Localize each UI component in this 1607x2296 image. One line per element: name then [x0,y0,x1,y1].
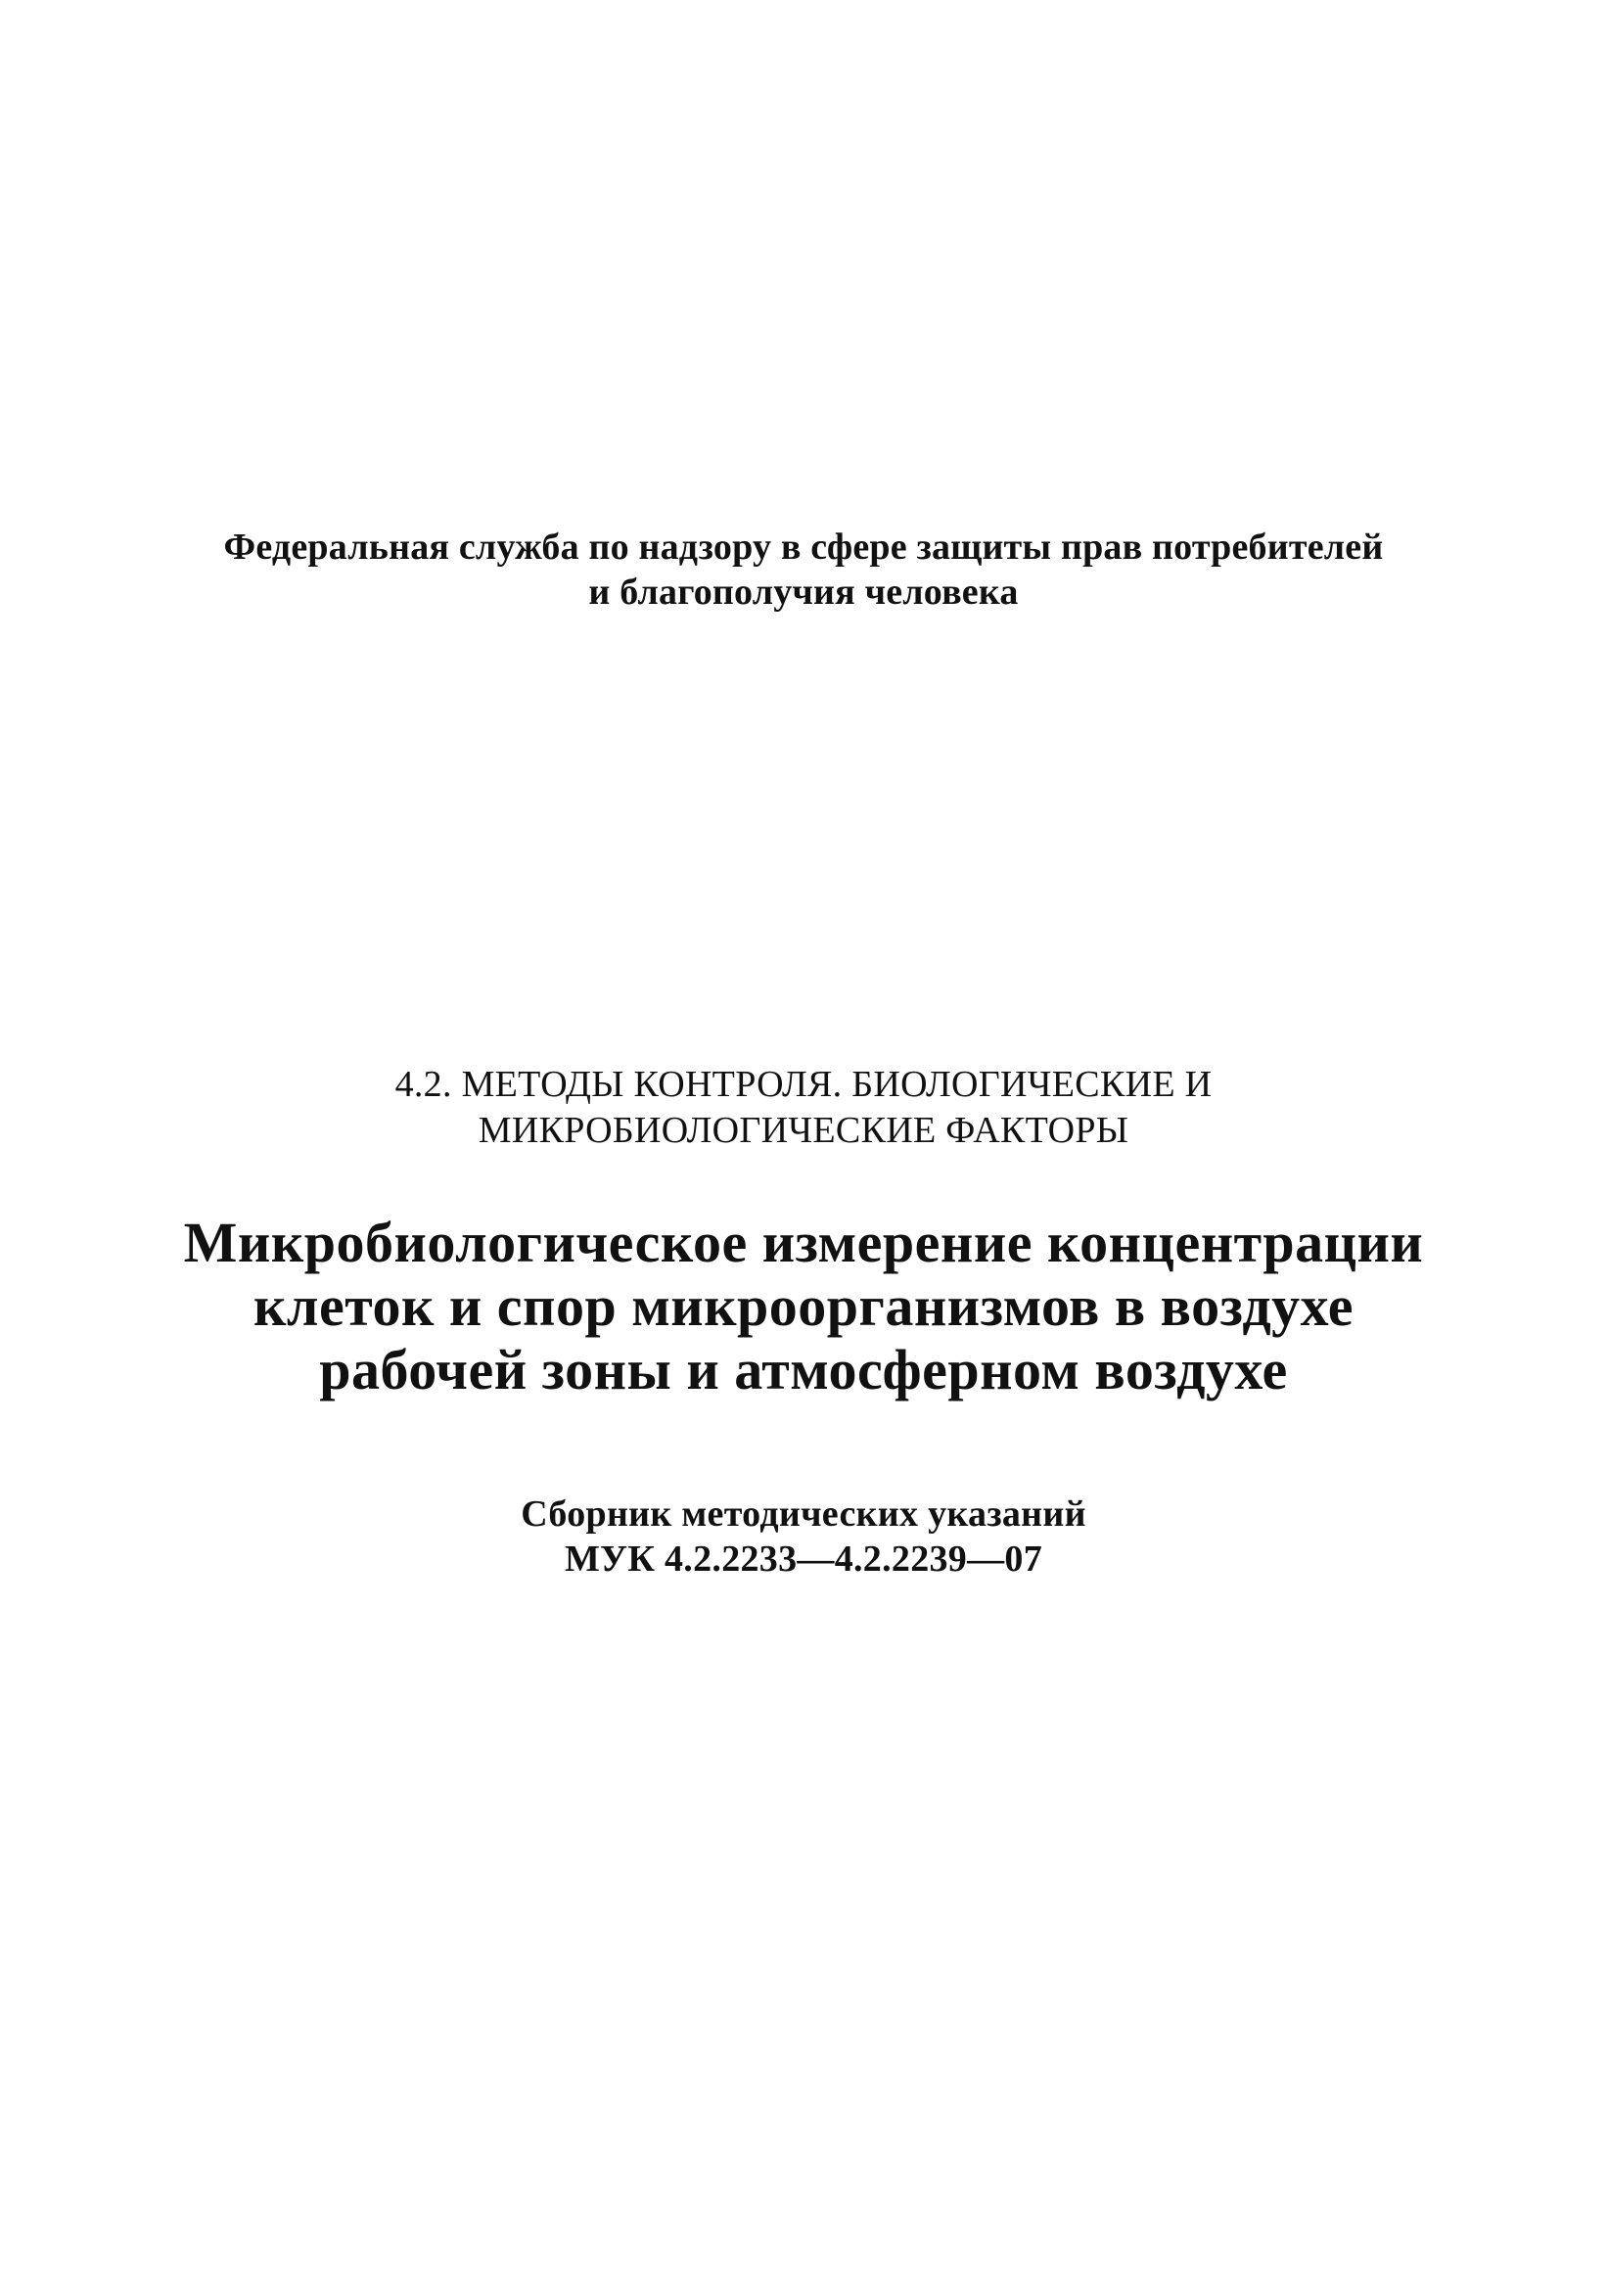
collection-name: Сборник методических указаний [521,1493,1086,1535]
collection-subtitle [0,1492,1607,1582]
document-title-line-1: Микробиологическое измерение концентрации [183,1211,1424,1274]
section-heading-line-1: 4.2. МЕТОДЫ КОНТРОЛЯ. БИОЛОГИЧЕСКИЕ И [394,1064,1213,1105]
document-title-line-2: клеток и спор микроорганизмов в воздухе [253,1274,1354,1338]
agency-header-line-2: и благополучия человека [588,572,1019,613]
agency-header-line-1: Федеральная служба по надзору в сфере защиты прав потребителей [223,527,1384,568]
document-title-line-3: рабочей зоны и атмосферном воздухе [319,1338,1288,1401]
section-heading [0,1062,1607,1154]
agency-header [0,525,1607,615]
section-heading-line-2: МИКРОБИОЛОГИЧЕСКИЕ ФАКТОРЫ [478,1110,1129,1151]
document-title [0,1211,1607,1401]
document-code: МУК 4.2.2233—4.2.2239—07 [564,1538,1042,1580]
